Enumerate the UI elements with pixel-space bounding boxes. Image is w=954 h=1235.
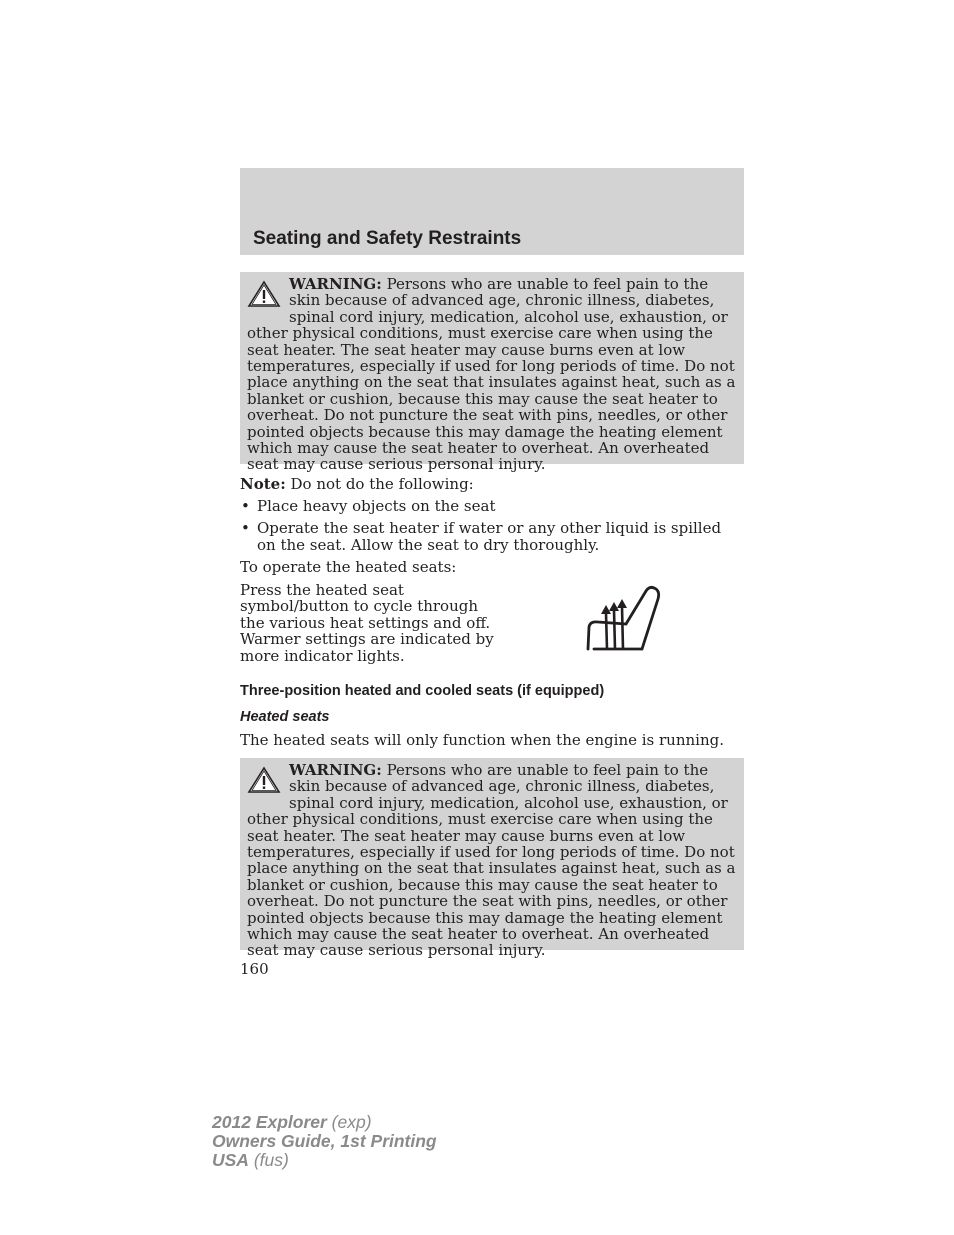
warning-triangle-icon bbox=[247, 766, 281, 794]
footer-model-code: (exp) bbox=[331, 1112, 372, 1132]
note-text: Do not do the following: bbox=[290, 475, 474, 493]
footer-market-name: USA bbox=[212, 1150, 249, 1170]
warning-label: WARNING: bbox=[289, 275, 382, 293]
warning-label: WARNING: bbox=[289, 761, 382, 779]
footer-guide-name: Owners Guide, 1st Printing bbox=[212, 1131, 437, 1151]
warning-text: Persons who are unable to feel pain to the skin because of advanced age, chronic illness, diabetes, spinal cord injury, medication, alcohol use, exhaustion, or other physical conditions, must exercise care when using the seat heater. The seat heater may cause burns even at low temperatures, especially if used for long periods of time. Do not place anything on the seat that insulates against heat, such as a blanket or cushion, because this may cause the seat heater to overheat. Do not puncture the seat with pins, needles, or other pointed objects because this may damage the heating element which may cause the seat heater to overheat. An overheated seat may cause serious personal injury. bbox=[247, 761, 736, 960]
list-item: • Place heavy objects on the seat bbox=[240, 498, 744, 514]
section-subtitle: Heated seats bbox=[240, 709, 330, 725]
operate-intro: To operate the heated seats: bbox=[240, 558, 457, 576]
section-paragraph: The heated seats will only function when the engine is running. bbox=[240, 731, 724, 749]
list-item: • Operate the seat heater if water or any other liquid is spilled on the seat. Allow the seat to dry thoroughly. bbox=[240, 520, 744, 553]
footer-guide bbox=[212, 1132, 437, 1151]
footer-model bbox=[212, 1113, 372, 1132]
warning-paragraph bbox=[247, 276, 736, 473]
section-header-band bbox=[240, 168, 744, 255]
footer-market-code: (fus) bbox=[253, 1150, 289, 1170]
page-number: 160 bbox=[240, 960, 269, 978]
warning-text: Persons who are unable to feel pain to the skin because of advanced age, chronic illness, diabetes, spinal cord injury, medication, alcohol use, exhaustion, or other physical conditions, must exercise care when using the seat heater. The seat heater may cause burns even at low temperatures, especially if used for long periods of time. Do not place anything on the seat that insulates against heat, such as a blanket or cushion, because this may cause the seat heater to overheat. Do not puncture the seat with pins, needles, or other pointed objects because this may damage the heating element which may cause the seat heater to overheat. An overheated seat may cause serious personal injury. bbox=[247, 275, 736, 474]
footer-model-name: 2012 Explorer bbox=[212, 1112, 327, 1132]
note-label: Note: bbox=[240, 475, 286, 493]
warning-box bbox=[240, 272, 744, 474]
page-title: Seating and Safety Restraints bbox=[253, 228, 522, 249]
bullet-list bbox=[240, 498, 744, 559]
operate-instructions: Press the heated seat symbol/button to cycle through the various heat settings and off. Warmer settings are indicated by more indicator lights. bbox=[240, 581, 494, 665]
warning-box bbox=[240, 758, 744, 960]
note-paragraph bbox=[240, 476, 744, 492]
footer-market bbox=[212, 1151, 289, 1170]
warning-triangle-icon bbox=[247, 280, 281, 308]
section-title: Three-position heated and cooled seats (if equipped) bbox=[240, 683, 605, 699]
warning-paragraph bbox=[247, 762, 736, 959]
heated-seat-icon bbox=[584, 583, 662, 655]
